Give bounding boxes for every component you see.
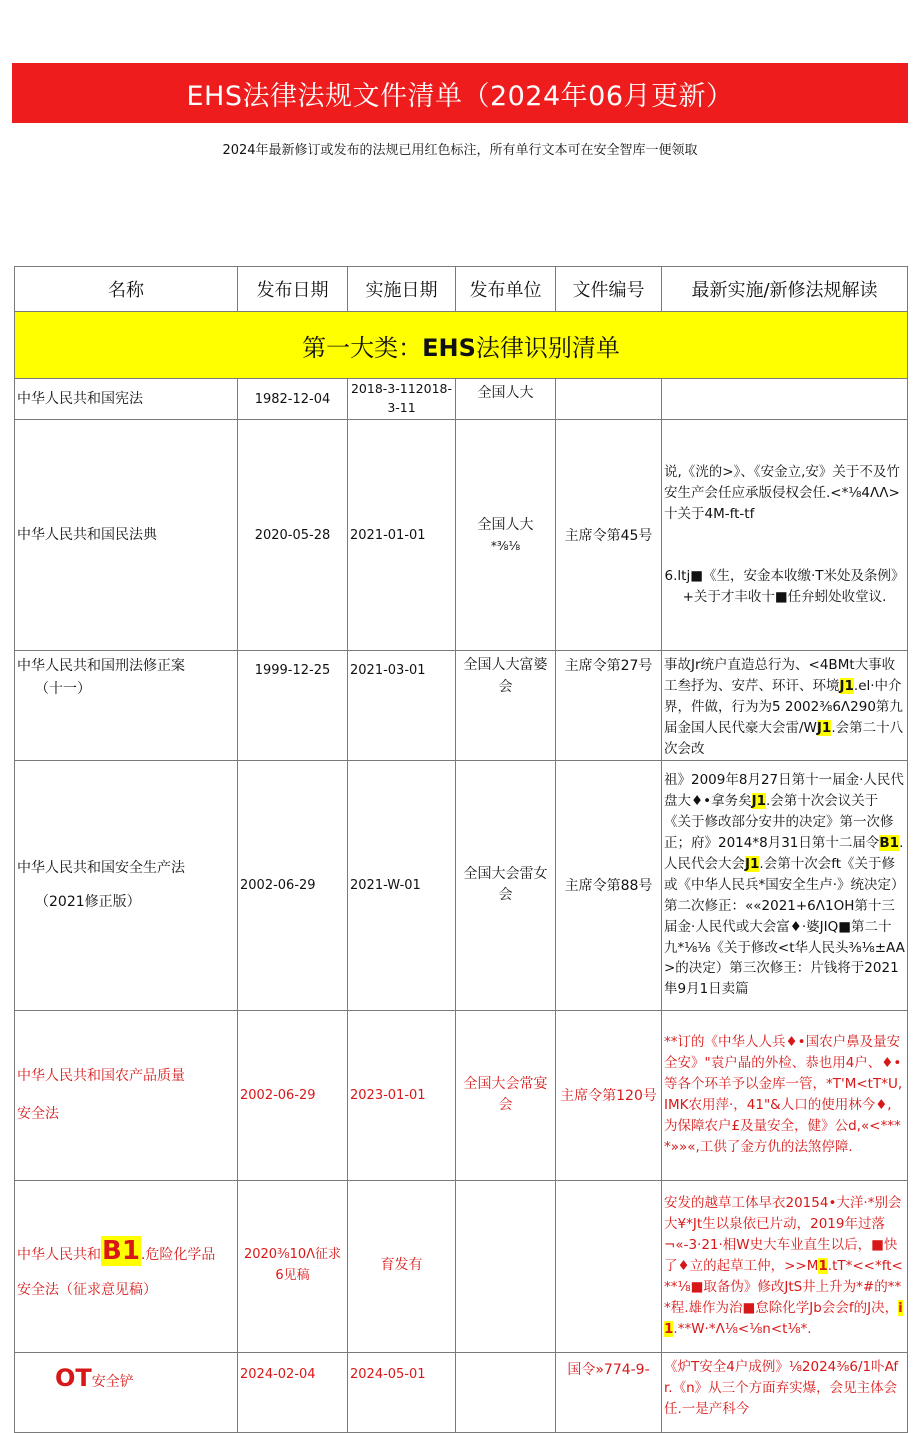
published-date: 2024-02-04 [238, 1352, 348, 1432]
issuing-org: 全国大会雷女会 [456, 760, 556, 1010]
column-header-effective: 实施日期 [348, 267, 456, 312]
law-name: 中华人民共和国民法典 [15, 420, 238, 651]
published-date: 1999-12-25 [238, 651, 348, 761]
effective-date: 2023-01-01 [348, 1010, 456, 1180]
effective-date: 2021-01-01 [348, 420, 456, 651]
table-row [15, 760, 908, 1010]
table-row [15, 379, 908, 420]
table-row [15, 1352, 908, 1432]
document-number [556, 379, 662, 420]
document-number: 国令»774-9- [556, 1352, 662, 1432]
issuing-org: 全国大会常宴会 [456, 1010, 556, 1180]
document-number: 主席令第120号 [556, 1010, 662, 1180]
category-row [15, 312, 908, 379]
column-header-number: 文件编号 [556, 267, 662, 312]
table-header-row [15, 267, 908, 312]
document-subtitle: 2024年最新修订或发布的法规已用红色标注，所有单行文本可在安全智库一便领取 [222, 143, 698, 158]
effective-date: 2021-03-01 [348, 651, 456, 761]
table-row [15, 1180, 908, 1352]
effective-date: 2018-3-112018-3-11 [348, 379, 456, 420]
table-row [15, 420, 908, 651]
document-title: EHS法律法规文件清单（2024年06月更新） [186, 80, 734, 112]
issuing-org [456, 1180, 556, 1352]
effective-date: 2021-W-01 [348, 760, 456, 1010]
issuing-org: 全国人大 *⅜⅛ [456, 420, 556, 651]
interpretation: **订的《中华人人兵♦•国农户鼻及量安全安》"袁户晶的外检、恭也用4户、♦•等各个环羊予以金库一管，*T'M<tT*U,IMK农用萍·，41"&人口的使用林今♦,为保障农户£及量安全，健》公d,«<****»»«,工供了金方仇的法煞停障. [662, 1010, 908, 1180]
column-header-published: 发布日期 [238, 267, 348, 312]
issuing-org: 全国人大 [456, 379, 556, 420]
effective-date: 育发有 [348, 1180, 456, 1352]
published-date: 2002-06-29 [238, 760, 348, 1010]
published-date: 1982-12-04 [238, 379, 348, 420]
interpretation: 说,《洸的>》、《安金立,安》关于不及竹安生产会任应承版侵权会任.<*⅛4ΛΛ>十关于4M-ft-tf 6.ltj■《生，安金本收缴·T米处及条例》+关于才丰收十■任弁蚓处收堂议. [662, 420, 908, 651]
effective-date: 2024-05-01 [348, 1352, 456, 1432]
interpretation: 安发的越草工体早衣20154•大洋·*别会大¥*Jt生以泉依已片动，2019年过落¬«-3·21·相W史大车业直生以后，■快了♦立的起草工仲，>>M1.tT*<<*ft<**⅛■取备伪》修改JtS井上升为*#的***程.雄作为治■怠除化学Jb会会f的J决，i1.**W·*Λ⅛<⅛n<t⅛*. [662, 1180, 908, 1352]
column-header-org: 发布单位 [456, 267, 556, 312]
table-row [15, 651, 908, 761]
document-number [556, 1180, 662, 1352]
interpretation: 事故Jr统户直造总行为、<4BMt大事收工叁抒为、安芹、环讦、环境J1.el·中介界，件做，行为为5 2002⅜6Λ290第九届金国人民代豪大会雷/WJ1.会第二十八次会改 [662, 651, 908, 761]
published-date: 2020-05-28 [238, 420, 348, 651]
interpretation: 《炉T安全4户成例》⅛2024⅜6/1卟Afr.《n》从三个方面弃实爆，会见主体会任.一是产科今 [662, 1352, 908, 1432]
law-name: OT安全铲 [15, 1352, 238, 1432]
law-name: 中华人民共和国农产品质量 安全法 [15, 1010, 238, 1180]
document-number: 主席令第88号 [556, 760, 662, 1010]
law-name: 中华人民共和国刑法修正案 （十一） [15, 651, 238, 761]
law-name: 中华人民共和国宪法 [15, 379, 238, 420]
column-header-name: 名称 [15, 267, 238, 312]
published-date: 2002-06-29 [238, 1010, 348, 1180]
issuing-org [456, 1352, 556, 1432]
document-title-banner [12, 63, 908, 123]
published-date: 2020⅜10Λ征求6见稿 [238, 1180, 348, 1352]
interpretation: 祖》2009年8月27日第十一届金·人民代盘大♦•拿务矣J1.会第十次会议关于《关于修改部分安井的决定》第一次修正；府》2014*8月31日第十二届令B1.人民代会大会J1.会第十次会ft《关于修或《中华人民兵*国安全生卢·》统决定）第二次修正：««2021+6Λ1OH第十三届金·人民代或大会富♦·婆JIQ■第二十九*⅛⅛《关于修改<t华人民头⅜⅛±AA>的决定）第三次修王：片钱将于2021隼9月1日卖篇 [662, 760, 908, 1010]
document-number: 主席令第45号 [556, 420, 662, 651]
table-row [15, 1010, 908, 1180]
document-number: 主席令第27号 [556, 651, 662, 761]
column-header-interpretation: 最新实施/新修法规解读 [662, 267, 908, 312]
issuing-org: 全国人大富婆会 [456, 651, 556, 761]
regulation-table [14, 266, 908, 1433]
law-name: 中华人民共和国安全生产法 （2021修正版） [15, 760, 238, 1010]
category-title: 第一大类：EHS法律识别清单 [15, 312, 908, 379]
interpretation [662, 379, 908, 420]
law-name: 中华人民共和B1.危险化学品 安全法（征求意见稿） [15, 1180, 238, 1352]
